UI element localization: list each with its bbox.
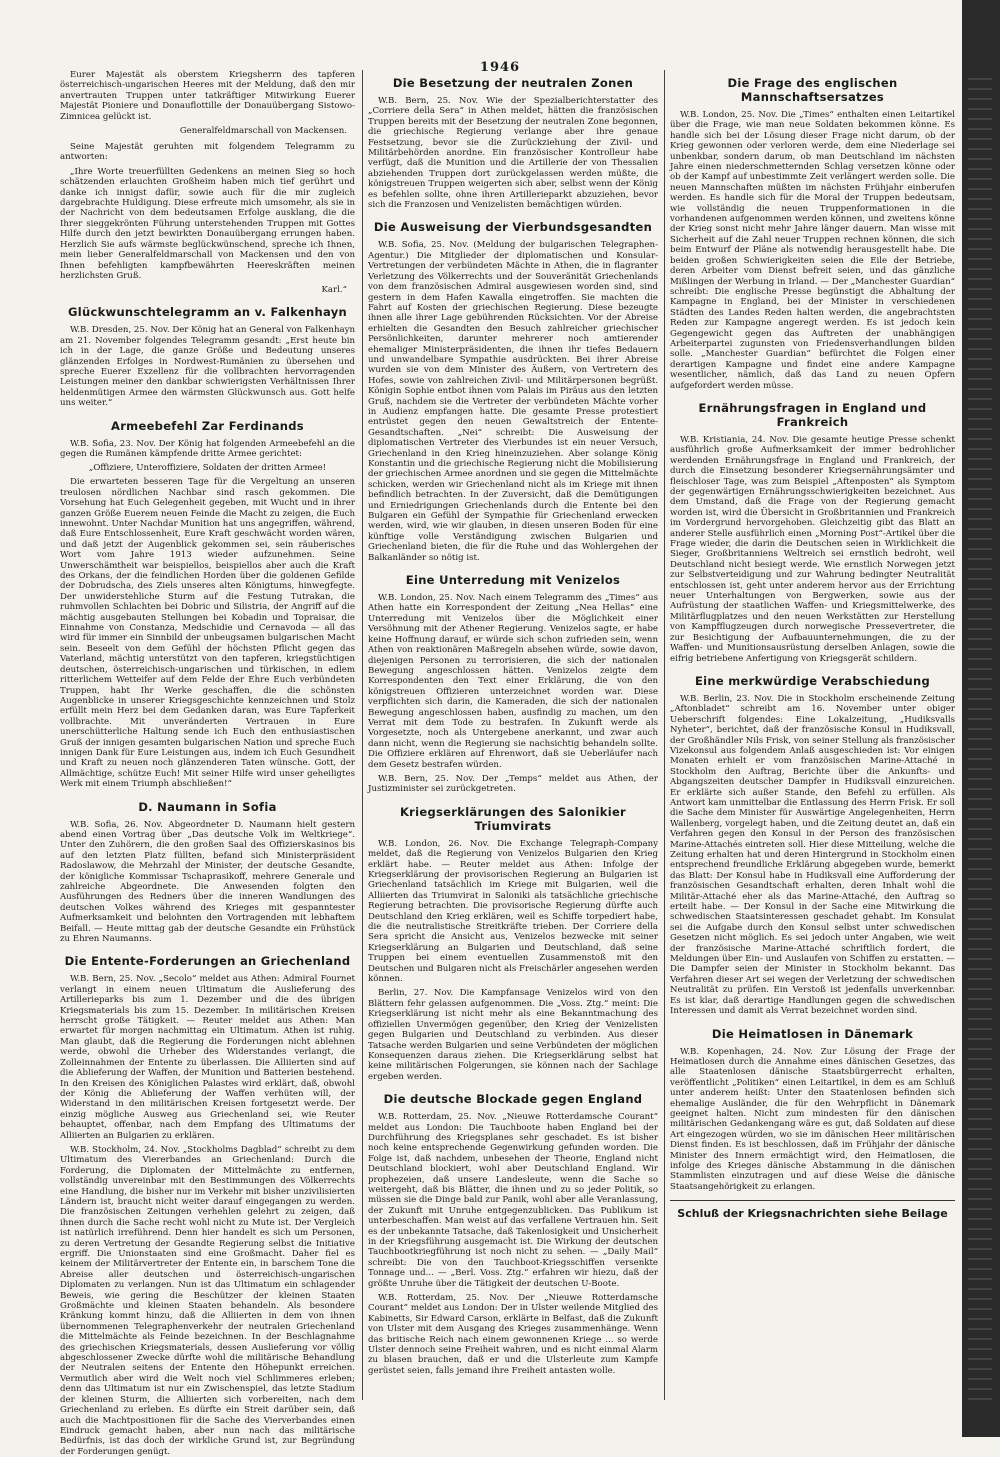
column-1 <box>60 70 355 1457</box>
headline: Die Ausweisung der Vierbundsgesandten <box>373 220 653 235</box>
column-3 <box>670 70 955 1400</box>
article-text: W.B. Sofia, 25. Nov. (Meldung der bulgarischen Telegraphen-Agentur.) Die Mitglieder der diplomatischen und Konsular-Vertretungen der verbündeten Mächte in Athen, die in flagranter Verletzung des Völkerrechts und der Souveränität Griechenlands von dem französischen Admiral ausgewiesen worden sind, sind gestern in dem Hafen Kawalla eingetroffen. Sie machten die Fahrt auf Kosten der griechischen Regierung. Diese bezeugte ihnen alle ihrer Lage gebührenden Rücksichten. Vor der Abreise erhielten die Gesandten den Besuch zahlreicher griechischer Persönlichkeiten, darunter mehrerer noch amtierender ehemaliger Ministerpräsidenten, die ihnen ihr tiefes Bedauern und unwandelbare Sympathie ausdrückten. Bei ihrer Abreise wurden sie von dem Minister des Äußern, von Vertretern des Hofes, sowie von zahlreichen Zivil- und Militärpersonen begrüßt. Königin Sophie entbot ihnen vom Palais im Piräus aus den letzten Gruß, nachdem sie die Vertreter der verbündeten Mächte vorher in Audienz empfangen hatte. Die gesamte Presse protestiert entrüstet gegen den neuen Gewaltstreich der Entente-Gesandtschaften. „Nei“ schreibt: Die Ausweisung der diplomatischen Vertreter des Vierbundes ist ein neuer Versuch, Griechenland in den Krieg hineinzuziehen. Aber solange König Konstantin und die griechische Regierung nicht die Mobilisierung der griechischen Armee anordnen und sie gegen die Mittelmächte schicken, werden wir Griechenland nicht als im Kriege mit ihnen befindlich betrachten. In der Zuversicht, daß die Demütigungen und Erniedrigungen Griechenlands durch die Entente bei den Bulgaren ein Gefühl der Sympathie für Griechenland erwecken werden, wird, wie wir glauben, in diesen unseren Boden für eine künftige volle Verständigung zwischen Bulgarien und Griechenland bieten, die für die Ruhe und das Wohlergehen der Balkanländer so nötig ist. <box>368 240 659 563</box>
article-text: Berlin, 27. Nov. Die Kampfansage Venizelos wird von den Blättern fehr gelassen aufgenommen. Die „Voss. Ztg.“ meint: Die Kriegserklärung ist nicht mehr als eine Bekanntmachung des offiziellen Unvermögen gegenüber, den Krieg der Venizelisten gegen Bulgarien und Deutschland zu verbinden. Aus dieser Tatsache werden Bulgarien und seine Verbündeten der möglichen Konsequenzen daraus ziehen. Die Kriegserklärung selbst hat keine militärischen Folgerungen, sie können nach der Sachlage ergeben werden. <box>368 988 658 1082</box>
headline: Eine Unterredung mit Venizelos <box>405 573 621 588</box>
article-text: W.B. Dresden, 25. Nov. Der König hat an General von Falkenhayn am 21. November folgendes Telegramm gesandt: „Erst heute bin ich in der Lage, die ganze Größe und Bedeutung unseres glänzenden Erfolges in Nordwest-Rumänien zu übersehen und spreche Euerer Exzellenz für die vollbrachten hervorragenden Leistungen meiner den dankbar schwierigsten Verhältnissen Ihrer heldenmütigen Armee den wärmsten Glückwunsch aus. Gott helfe uns weiter.“ <box>60 325 355 409</box>
headline: Die deutsche Blockade gegen England <box>383 1092 643 1107</box>
article-text: W.B. London, 26. Nov. Die Exchange Telegraph-Company meldet, daß die Regierung von Venizelos Bulgarien den Krieg erklärt habe. — Reuter meldet aus Athen: Infolge der Kriegserklärung der provisorischen Regierung an Bulgarien ist Griechenland tatsächlich im Kriege mit Bulgarien, weil die Alliierten das Triumvirat in Saloniki als tatsächliche griechische Regierung betrachten. Die provisorische Regierung dürfte auch Deutschland den Krieg erklären, weil es Schiffe torpediert habe, die die neutralistische Streitkräfte trieben. Der Corriere della Sera spricht die Ansicht aus, Venizelos bezwecke mit seiner Kriegserklärung an Bulgarien und Deutschland, daß seine Truppen bei einem eventuellen Zusammenstoß mit den Deutschen und Bulgaren nicht als Freischärler angesehen werden können. <box>368 838 658 985</box>
signature: Karl.“ <box>321 285 347 296</box>
article-text: Seine Majestät geruhten mit folgendem Telegramm zu antworten: <box>60 142 355 163</box>
article-text: W.B. London, 25. Nov. Nach einem Telegramm des „Times“ aus Athen hatte ein Korrespondent der Zeitung „Nea Hellas“ eine Unterredung mit Venizelos über die Möglichkeit einer Versöhnung mit der Athener Regierung. Venizelos sagte, er habe keine Hoffnung darauf, er würde sich schon zufrieden sein, wenn Athen von reaktionären Maßregeln absehen würde, sowie davon, diejenigen Personen zu terrorisieren, die sich der nationalen Bewegung angeschlossen hätten. Venizelos zeigte dem Korrespondenten den Text einer Erklärung, die von den königstreuen Offizieren unterzeichnet worden war. Diese verpflichten sich darin, die Kameraden, die sich der nationalen Bewegung angeschlossen haben, ausfindig zu machen, um den Verrat mit dem Tode zu bestrafen. In Zukunft werde als Vorgesetzte, noch als Untergebene anerkannt, und zwar auch dann nicht, wenn die Regierung sie nachsichtig behandeln sollte. Die Offiziere erklären auf Ehrenwort, daß sie Ueberläufer nach dem Gesetz bestrafen würden. <box>368 593 658 770</box>
article-text: W.B. Bern, 25. Nov. Der „Temps“ meldet aus Athen, der Justizminister sei zurückgetreten. <box>368 773 658 795</box>
article-text: W.B. Bern, 25. Nov. Wie der Spezialberichterstatter des „Corriere della Sera“ in Athen meldet, hätten die französischen Truppen bereits mit der Besetzung der neutralen Zone begonnen, die griechische Regierung verlange aber ihre genaue Festsetzung, bevor sie die Zurückziehung der Zivil- und Militärbehörden anordne. Ein französischer Kontrolleur habe verfügt, daß die Munition und die Artillerie der von Thessalien abziehenden Truppen dort zurückgelassen werden müßte, die königstreuen Truppen weigerten sich aber, selbst wenn der König es befehlen sollte, ohne ihren Artillerieparkt abzuziehen, bevor sich die Franzosen und Venizelisten bemächtigen würden. <box>368 96 658 211</box>
column-2 <box>368 70 658 1400</box>
headline: Die Frage des englischen Mannschaftsersatzes <box>727 76 898 104</box>
continuation-note: Schluß der Kriegsnachrichten siehe Beilage <box>670 1200 955 1220</box>
article-text: Die erwarteten besseren Tage für die Vergeltung an unseren treulosen nördlichen Nachbar sind rasch gekommen. Die Vorsehung hat Euch Gelegenheit gegeben, mit Wucht und in ihrer ganzen Größe Euerem neuen Feinde die Macht zu zeigen, die Euch innewohnt. Unter Nachdar Munition hat uns angegriffen, während, daß Eure Entschlossenheit, Eure Kraft geschwächt worden wären, und daß jetzt der Augenblick gekommen sei, sein räuberisches Wort vom Jahre 1913 wieder aufzunehmen. Seine Unwerschämtheit war beispiellos, beispiellos aber auch die Kraft des Orkans, der die feindlichen Horden über die goldenen Gefilde der Dobrudscha, des Ziels unseres alten Königtums, hinwegfegte. Der unwiderstehliche Sturm auf die Festung Tutrakan, die ruhmvollen Schlachten bei Dobric und Silistria, der Angriff auf die mächtig ausgebauten Stellungen bei Kobadin und Topraisar, die Einnahme von Constanza, Medschidie und Cernavoda — all das wird für immer ein Sinnbild der unbeugsamen bulgarischen Macht sein. Beseelt von dem Gefühl der höchsten Pflicht gegen das Vaterland, mächtig unterstützt von den tapferen, kriegstüchtigen deutschen, österreichisch-ungarischen und türkischen, in edlem ritterlichem Wetteifer auf dem Felde der Ehre Euch verbündeten Truppen, habt Ihr Werke geschaffen, die die schönsten Augenblicke in unserer Kriegsgeschichte kennzeichnen und Stolz erfüllt mein Herz bei dem Gedanken daran, was Eure Tapferkeit vollbrachte. Mit unveränderten Vertrauen in Eure unerschütterliche Haltung sende ich Euch den enthusiastischen Gruß der innigen gesamten bulgarischen Nation und spreche Euch innigen Dank für Eure Leistungen aus, indem ich Euch Gesundheit und Kraft zu neuen noch glänzenderen Taten wünsche. Gott, der Allmächtige, schütze Euch! Mit seiner Hilfe wird unser geheiligtes Werk mit einem Triumph abschließen!“ <box>60 477 355 790</box>
headline: Ernährungsfragen in England und Frankreich <box>698 400 927 429</box>
article-text: W.B. Bern, 25. Nov. „Secolo“ meldet aus Athen: Admiral Fournet verlangt in einem neuen Ultimatum die Auslieferung des Artillerieparks bis zum 1. Dezember und die des übrigen Kriegsmaterials bis zum 15. Dezember. In militärischen Kreisen herrscht große Tätigkeit. — Reuter meldet aus Athen: Man erwartet für morgen nachmittag ein Ultimatum. Athen ist ruhig. Man glaubt, daß die Regierung die Forderungen nicht ablehnen werde, obwohl die Urheber des Widerstandes verlangt, die Zolleinnahmen der Entente zu überlassen. Die Alliierten sind auf die Ablieferung der Waffen, der Munition und Batterien bestehend. In den Kreisen des Königlichen Palastes wird erklärt, daß, obwohl der König die Ablieferung der Waffen verhüten will, der Widerstand in den militärischen Kreisen fortgesetzt werde. Der einzig mögliche Ausweg aus Griechenland sei, wie Reuter behauptet, offenbar, nach dem Empfang des Ultimatums der Alliierten an Bulgarien zu erklären. <box>60 974 355 1141</box>
headline: D. Naumann in Sofia <box>138 799 277 814</box>
article-text: W.B. Rotterdam, 25. Nov. Der „Nieuwe Rotterdamsche Courant“ meldet aus London: Der in Ulster weilende Mitglied des Kabinetts, Sir Edward Carson, erklärte in Belfast, daß die Zukunft von Ulster mit dem Ausgang des Krieges zusammenhänge. Wenn das britische Reich nach einem gewonnenen Kriege ... so werde Ulster dennoch seine Freiheit wahren, und es nicht einmal Alarm zu blasen brauchen, daß er und die Ulsterleute zum Kampfe gerüstet seien, falls jemand ihre Freiheit antasten wolle. <box>368 1293 658 1376</box>
article-text: W.B. Rotterdam, 25. Nov. „Nieuwe Rotterdamsche Courant“ meldet aus London: Die Tauchboote haben England bei der Durchführung des Kriegsplanes sehr geschadet. Es ist bisher noch keine entsprechende Gegenwirkung gefunden worden. Die Folge ist, daß nachdem, unbesehen der Theorie, England nicht Deutschland blockiert, wohl aber Deutschland England. Wir prophezeien, daß unsere Landesleute, wenn die Sache so weitergeht, daß bis Blätter, die ihnen und zu so jeder Politik, so müssen sie die Dinge bald zur Panik, wohl aber alle Veranlassung, der Zukunft mit Unruhe entgegenzublicken. Das Publikum ist unterbeschaffen. Man weist auf das verfallene Vertrauen hin. Seit es der unbekannte Tatsache, daß Takenlosigkeit und Unsicherheit in der Kriegsführung ausgemacht ist. Die Wirkung der deutschen Tauchbootkriegführung ist noch nicht zu sehen. — „Daily Mail“ schreibt: Die von den Tauchboot-Kriegsschiffen versenkte Tonnage und... — „Berl. Voss. Ztg.“ erfahren wir hiezu, daß der größte Unruhe über die Tätigkeit der deutschen U-Boote. <box>368 1112 658 1289</box>
article-text: W.B. Kristiania, 24. Nov. Die gesamte heutige Presse schenkt ausführlich große Aufmerksamkeit der immer bedrohlicher werdenden Ernährungsfrage in England und Frankreich, der durch die Einsetzung besonderer Kriegsernährungsämter und fleischloser Tage, was zum Beispiel „Aftenposten“ als Symptom der gegenwärtigen Ernährungsschwierigkeiten bezeichnet. Aus dem Umstand, daß die Frage von der Regierung gemacht worden ist, wird die Übersicht in Großbritannien und Frankreich im Vordergrund hervorgehoben. Gleichzeitig gibt das Blatt an anderer Stelle ausführlich einen „Morning Post“-Artikel über die Frage wieder, die darin die Deutschen seien in Wirklichkeit die Sieger, Großbritanniens Weltreich sei ernstlich bedroht, weil Deutschland nicht besiegt werde. Wie ernstlich Norwegen jetzt zur Selbstverteidigung und zur Wahrung bedingter Neutralität entschlossen ist, geht unter anderem hervor aus der Errichtung neuer Unterhaltungen von Bergwerken, sowie aus der Aufrüstung der staatlichen Waffen- und Kriegsmittelwerke, des Militärflugplatzes und den neuen Werkstätten zur Herstellung von Kampfflugzeugen durch norwegische Pressevertreter, die zur Besichtigung der Aufbauunternehmungen, die zu der Waffen- und Munitionsausrüstung derselben Anlagen, sowie die eifrig betriebene Anfertigung von Kriegsgerät schildern. <box>670 434 955 664</box>
page-number: 1946 <box>479 60 521 75</box>
headline: Die Heimatlosen in Dänemark <box>711 1026 914 1041</box>
article-text: W.B. London, 25. Nov. Die „Times“ enthalten einen Leitartikel über die Frage, wie man neue Soldaten bekommen könne. Es handle sich bei der Lösung dieser Frage nicht darum, ob der Krieg gewonnen oder verloren werde, dem eine Niederlage sei unbenkbar, sondern darum, ob man Deutschland im nächsten Jahre einen niederschmetternden Schlag versetzen könne oder ob der Kampf auf unbestimmte Zeit verlängert werden solle. Die neuen Mannschaften müßten im nächsten Frühjahr einberufen werden. Es handle sich für die Moral der Truppen bedeutsam, wie vollständig die neuen Truppenformationen in die vorhandenen aufgenommen werden können, und zweitens könne der Krieg sonst nicht mehr Jahre länger dauern. Man wisse mit Sicherheit auf die Zahl neuer Truppen rechnen können, die sich beim Entwurf der Pläne als notwendig herausgestellt habe. Die beiden großen Schwierigkeiten seien die Eile der Betriebe, deren Arbeiter vom Dienst befreit seien, und das gänzliche Mißlingen der Werbung in Irland. — Der „Manchester Guardian“ schreibt: Die englische Presse begünstigt die Abhaltung der Kampagne in England, bei der Minister in verschiedenen Städten des Landes Reden halten werden, die angebrachtsten Reden zur Kampagne angeregt werden. Es ist jedoch kein Gegengewicht gegen das Auftreten der unabhängigen Arbeiterpartei zugunsten von Friedensverhandlungen bilden solle. „Manchester Guardian“ befürchtet die Folgen einer derartigen Kampagne und findet eine andere Kampagne wesentlicher, nämlich, daß das Land zu neuen Opfern aufgefordert werden müsse. <box>670 110 955 391</box>
headline: Die Entente-Forderungen an Griechenland <box>64 954 351 969</box>
column-rule-1 <box>362 70 363 1400</box>
signature: Generalfeldmarschall von Mackensen. <box>179 126 347 137</box>
page-edge-strip <box>962 0 1000 1437</box>
article-text: W.B. Sofia, 26. Nov. Abgeordneter D. Naumann hielt gestern abend einen Vortrag über „Das deutsche Volk im Weltkriege“. Unter den Zuhörern, die den großen Saal des Offizierskasinos bis auf den letzten Platz füllten, befand sich Ministerpräsident Radoslawow, die Mehrzahl der Minister, der deutsche Gesandte, der königliche Kommissar Tschaprasikoff, mehrere Generale und zahlreiche Abgeordnete. Die Anwesenden folgten den Ausführungen des Redners über die inneren Wandlungen des deutschen Volkes während des Krieges mit gespanntester Aufmerksamkeit und belohnten den Vortragenden mit lebhaftem Beifall. — Heute mittag gab der deutsche Gesandte ein Frühstück zu Ehren Naumanns. <box>60 819 355 945</box>
headline: Armeebefehl Zar Ferdinands <box>111 418 304 433</box>
column-rule-2 <box>664 70 665 1400</box>
article-text: W.B. Kopenhagen, 24. Nov. Zur Lösung der Frage der Heimatlosen durch die Annahme eines dänischen Gesetzes, das alle Staatenlosen dänische Staatsbürgerrecht erhalten, veröffentlicht „Politiken“ einen Leitartikel, in dem es am Schluß unter anderem heißt: Unter den Staatenlosen befinden sich ehemalige Ausländer, die für den Wehrpflicht in Dänemark geeignet halten. Nicht zum mindesten für den dänischen militärischen Gedankengang wäre es gut, daß Soldaten auf diese Art eingezogen würden, wo sie im dänischen Heer militärischen Dienst finden. Es ist beschlossen, daß im Frühjahr der dänische Minister des Innern ermächtigt wird, den Heimatlosen, die infolge des Krieges dänische Abstammung in die dänischen Stammlisten einzutragen und auf diese Weise die dänische Staatsangehörigkeit zu erlangen. <box>670 1046 955 1192</box>
article-text: W.B. Sofia, 23. Nov. Der König hat folgenden Armeebefehl an die gegen die Rumänen kämpfende dritte Armee gerichtet: <box>60 438 355 459</box>
headline: Eine merkwürdige Verabschiedung <box>694 673 931 688</box>
quote-title: „Offiziere, Unteroffiziere, Soldaten der dritten Armee! <box>88 463 327 474</box>
article-text: W.B. Berlin, 23. Nov. Die in Stockholm erscheinende Zeitung „Aftonbladet“ schreibt am 16. November unter obiger Ueberschrift folgendes: Eine Lokalzeitung, „Hudiksvalls Nyheter“, berichtet, daß der französische Konsul in Hudiksvall, der Großhändler Nils Frisk, von seiner Stellung als französischer Vizekonsul aus folgendem Anlaß ausgeschieden ist: Vor einigen Monaten erhielt er vom französischen Marine-Attaché in Stockholm den Auftrag, Berichte über die Ankunfts- und Abgangszeiten deutscher Dampfer in Hudiksvall einzureichen. Er erklärte sich außer Stande, den Befehl zu erfüllen. Als Antwort kam unmittelbar die Entlassung des Herrn Frisk. Er soll die Sache dem Minister für Auswärtige Angelegenheiten, Herrn Wallenberg, vorgelegt haben, und die Zeitung deutet an, daß ein Verfahren gegen den Konsul in der Person des französischen Marine-Attachés eintreten soll. Hier diese Mitteilung, welche die Zeitung erhalten hat und deren Hintergrund in Stockholm einen entsprechend freundliche Erklärung abgegeben wurde, bemerkt das Blatt: Der Konsul habe in Hudiksvall eine Aufforderung der französischen Gesandtschaft erhalten, deren Inhalt wohl die Militär-Attaché eher als das Marine-Attaché, den Auftrag so erteilt habe. — Der Konsul in der Sache eine Mitwirkung die schwedischen Staatsinteressen geschadet gehabt. Im Konsulat sei die Aufgabe durch den Konsul selbst unter schwedischen Gesetzen nicht möglich. Es sei jedoch unter Angaben, wie weit der französische Marine-Attaché schriftlich fordert, die Meldungen über Ein- und Auslaufen von Schiffen zu erstatten. — Die Dampfer seien der Minister in Stockholm bekannt. Das Verfahren dieser Art sei wegen der Verletzung der schwedischen Neutralität zu prüfen. Ein Verstoß ist jedenfalls unverkennbar. Es ist klar, daß derartige Handlungen gegen die schwedischen Interessen und damit als Verrat bezeichnet worden sind. <box>670 693 955 1017</box>
article-text: W.B. Stockholm, 24. Nov. „Stockholms Dagblad“ schreibt zu dem Ultimatum des Viererbandes an Griechenland: Durch die Forderung, die Diplomaten der Mittelmächte zu entfernen, vollständig unvereinbar mit den Bestimmungen des Völkerrechts eine Handlung, die bisher nur im Verkehr mit bisher unzivilisierten Ländern ist, braucht nicht weiter darauf eingegangen zu werden. Die französischen Zeitungen verhehlen gelehrt zu zeigen, daß ihnen durch die Sache recht wohl nicht zu Mute ist. Der Vergleich ist natürlich irreführend. Denn hier handelt es sich um Personen, zu deren Vertretung der Gesandte Regierung selbst die Initiative ergriff. Die Unionstaaten sind eine Großmacht. Daher fiel es keinem der Militärvertreter der Entente ein, in barschem Tone die Abreise aller deutschen und österreichisch-ungarischen Diplomaten zu verlangen. Nun ist das Ultimatum ein schlagender Beweis, wie gering die Beschützer der kleinen Staaten Großmächte und kleinen Staaten behandeln. Als besondere Kränkung kommt hinzu, daß die Alliierten in dem von ihnen übernommenen Telegraphenverkehr der neutralen Griechenland die Mittelmächte als Feinde bezeichnen. In der Beschlagnahme des griechischen Kriegsmaterials, dessen Auslieferung vor völlig abgeschlossener Zwecke dürfte wohl die militärische Behandlung der Neutralen seitens der Entente den Höhepunkt erreichen. Vermutlich aber wird die Welt noch viel Schlimmeres erleben; denn das Ultimatum ist nur ein Zwischenspiel, das letzte Stadium der kleinen Sturm, die Alliierten sich vorbereiten, nach dem Griechenland zu erleben. Es dürfte ein Streit darüber sein, daß auch die Machtpositionen für die Sache des Vierverbandes einen Eindruck gemacht haben, aber nun nach das militärische Bedürfnis, ist das doch der wirkliche Grund ist, zur Begründung der Forderungen genügt. <box>60 1144 355 1457</box>
article-text: Eurer Majestät als oberstem Kriegsherrn des tapferen österreichisch-ungarischen Heeres mit der Meldung, daß den mir anvertrauten Truppen unter tatkräftiger Mitwirkung Euerer Majestät Pioniere und Donauflottille der Donauübergang Sistowo-Zimnicea gelückt ist. <box>60 70 355 122</box>
article-text: „Ihre Worte treuerfüllten Gedenkens an meinen Sieg so hoch schätzenden erlauchten Großheim haben mich tief gerührt und danke ich innigst dafür, sowie auch für die mir zugleich dargebrachte Huldigung. Diese erfreute mich umsomehr, als sie in der Nachricht von dem bedeutsamen Erfolge ausklang, die die Ihrer sieggekrönten Führung unterstehenden Truppen mit Gottes Hilfe durch den jetzt bewirkten Donauübergang errungen haben. Herzlich Sie aufs wärmste beglückwünschend, spreche ich Ihnen, mein lieber Generalfeldmarschall von Mackensen und den von Ihnen befehligten kampfbewährten Heereskräften meinen herzlichsten Gruß. <box>60 166 355 281</box>
headline: Kriegserklärungen des Salonikier Triumvirats <box>399 804 627 833</box>
headline: Die Besetzung der neutralen Zonen <box>392 76 634 90</box>
headline: Glückwunschtelegramm an v. Falkenhayn <box>67 305 348 320</box>
